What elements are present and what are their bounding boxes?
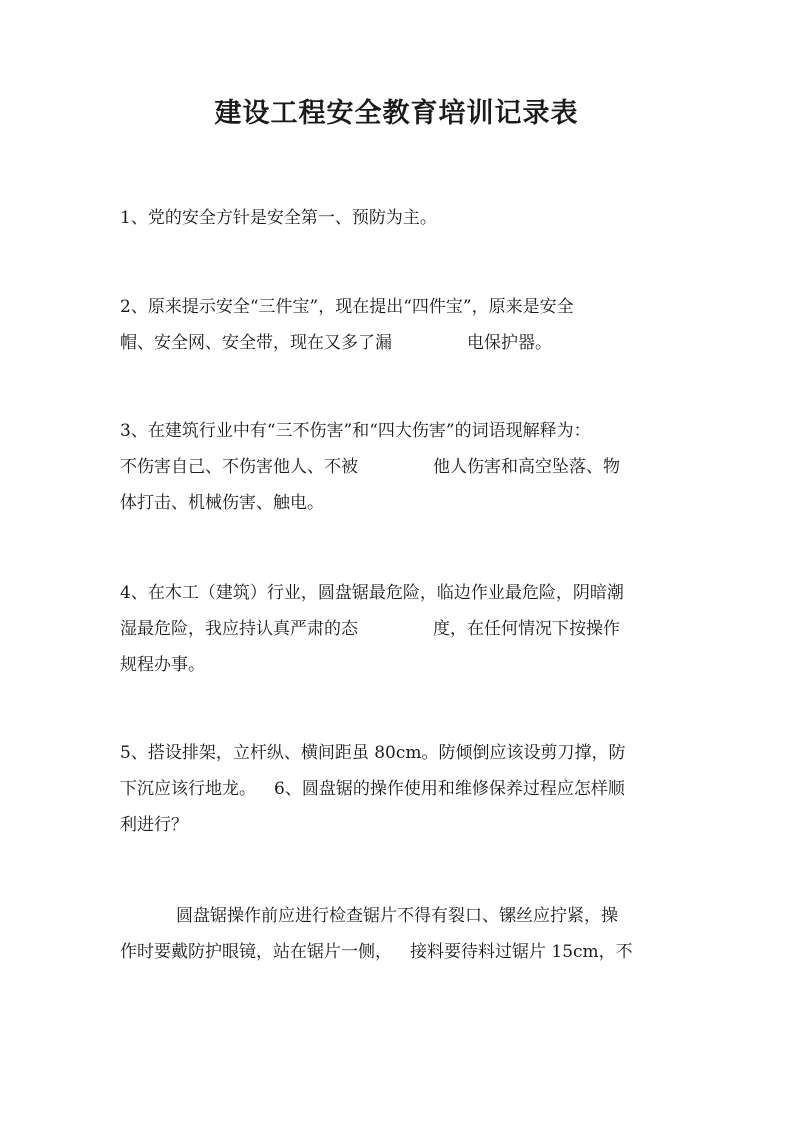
paragraph-line: 5、搭设排架，立杆纵、横间距虽 80cm。防倾倒应该设剪刀撑，防: [120, 743, 626, 763]
paragraph-line: [120, 611, 676, 647]
paragraph-line: 1、党的安全方针是安全第一、预防为主。: [120, 208, 437, 228]
paragraph-line: 4、在木工（建筑）行业，圆盘锯最危险，临边作业最危险，阴暗潮: [120, 583, 624, 603]
paragraph-line: [120, 325, 676, 361]
paragraph-line: [120, 898, 676, 934]
text-segment: 作时要戴防护眼镜，站在锯片一侧，: [120, 942, 392, 962]
text-segment: 度，在任何情况下按操作: [433, 619, 620, 639]
text-segment: 湿最危险，我应持认真严肃的态: [120, 619, 358, 639]
paragraph-line: 2、原来提示安全“三件宝”，现在提出“四件宝”，原来是安全: [120, 297, 574, 317]
paragraph-line: 规程办事。: [120, 655, 205, 675]
text-segment: 接料要待料过锯片 15cm，不: [410, 942, 633, 962]
text-segment: 他人伤害和高空坠落、物: [433, 457, 620, 477]
paragraph-line: 利进行？: [120, 815, 188, 835]
document-title: 建设工程安全教育培训记录表: [214, 98, 579, 129]
text-segment: 电保护器。: [467, 333, 552, 353]
paragraph-line: 体打击、机械伤害、触电。: [120, 493, 324, 513]
paragraph-line: [120, 449, 676, 485]
paragraph-line: 3、在建筑行业中有“三不伤害”和“四大伤害”的词语现解释为：: [120, 421, 591, 441]
text-segment: 不伤害自己、不伤害他人、不被: [120, 457, 358, 477]
text-segment: 6、圆盘锯的操作使用和维修保养过程应怎样顺: [274, 779, 625, 799]
paragraph-3: [120, 413, 676, 521]
paragraph-5: [120, 735, 676, 843]
paragraph-6: [120, 898, 676, 970]
text-segment: 圆盘锯操作前应进行检查锯片不得有裂口、镙丝应拧紧，操: [176, 906, 618, 926]
paragraph-2: [120, 289, 676, 361]
paragraph-4: [120, 575, 676, 683]
text-segment: 帽、安全网、安全带，现在又多了漏: [120, 333, 392, 353]
paragraph-line: [120, 934, 676, 970]
text-segment: 下沉应该行地龙。: [120, 779, 256, 799]
paragraph-line: [120, 771, 676, 807]
paragraph-1: [120, 200, 676, 236]
